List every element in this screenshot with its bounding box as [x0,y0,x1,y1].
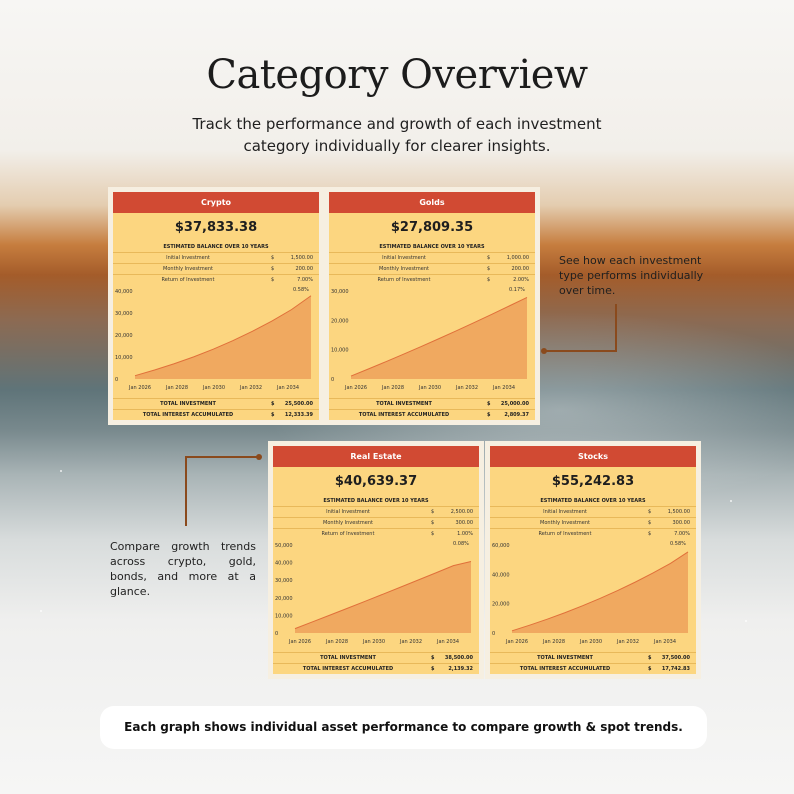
card-header: Golds [329,192,535,213]
y-tick-label: 60,000 [492,543,510,549]
param-value: 1,500.00 [667,509,690,515]
y-tick-label: 0 [115,377,119,383]
total-label: TOTAL INVESTMENT [376,401,432,407]
note-compare-trends: Compare growth trends across crypto, gold, bonds, and more at a glance. [110,540,256,598]
category-card-golds [324,187,540,425]
totals-table [490,652,696,674]
param-label: Return of Investment [161,277,215,283]
y-tick-label: 20,000 [115,333,133,339]
connector-line [545,350,617,352]
rate-annotation: 0.17% [509,287,525,293]
page-subtitle: Track the performance and growth of each investment category individually for clearer insights. [192,115,602,155]
y-tick-label: 10,000 [115,355,133,361]
total-value: 12,333.39 [284,412,313,418]
param-row [273,528,479,539]
param-value: 200.00 [511,266,529,272]
x-tick-label: Jan 2030 [203,385,226,391]
rate-annotation: 0.58% [670,541,686,547]
param-label: Monthly Investment [163,266,213,272]
y-tick-label: 20,000 [275,595,293,602]
currency-symbol: $ [487,412,491,418]
param-value: 1,000.00 [506,255,529,261]
param-row [329,263,535,274]
series-area [512,552,688,633]
footer-banner: Each graph shows individual asset performance to compare growth & spot trends. [100,706,707,749]
currency-symbol: $ [487,401,491,407]
param-row [113,252,319,263]
totals-table [329,398,535,420]
x-tick-label: Jan 2026 [289,639,312,645]
total-label: TOTAL INTEREST ACCUMULATED [142,412,234,418]
param-label: Monthly Investment [379,266,429,272]
currency-symbol: $ [271,277,275,283]
x-tick-label: Jan 2032 [240,385,263,391]
connector-dot [541,348,547,354]
x-tick-label: Jan 2034 [277,385,300,391]
param-label: Initial Investment [543,509,587,515]
param-row [329,274,535,285]
param-value: 2.00% [513,277,529,283]
total-row [490,652,696,663]
y-tick-label: 0 [492,631,496,637]
balance-value: $55,242.83 [551,474,635,489]
balance-value: $37,833.38 [174,220,258,235]
total-row [113,409,319,420]
param-value: 1,500.00 [290,255,313,261]
currency-symbol: $ [648,520,652,526]
total-row [113,398,319,409]
total-row [490,663,696,674]
param-row [490,528,696,539]
param-label: Monthly Investment [323,520,373,526]
params-table [273,506,479,539]
balance-caption: ESTIMATED BALANCE OVER 10 YEARS [323,498,429,504]
param-label: Return of Investment [321,531,375,537]
currency-symbol: $ [431,520,435,526]
x-tick-label: Jan 2028 [166,385,189,391]
currency-symbol: $ [431,666,435,672]
growth-chart [329,285,535,395]
x-tick-label: Jan 2026 [129,385,152,391]
note-individual-performance: See how each investment type performs individually over time. [559,254,704,297]
total-row [273,663,479,674]
y-tick-label: 50,000 [275,543,293,549]
balance-caption: ESTIMATED BALANCE OVER 10 YEARS [379,244,485,250]
y-tick-label: 20,000 [331,318,349,325]
total-row [329,398,535,409]
growth-chart [490,539,696,649]
currency-symbol: $ [271,255,275,261]
sparkle [745,620,747,622]
x-tick-label: Jan 2026 [506,639,529,645]
param-label: Initial Investment [382,255,426,261]
total-label: TOTAL INTEREST ACCUMULATED [302,666,394,672]
growth-chart [113,285,319,395]
currency-symbol: $ [431,531,435,537]
currency-symbol: $ [271,266,275,272]
total-value: 2,139.32 [448,666,473,672]
currency-symbol: $ [431,509,435,515]
currency-symbol: $ [487,266,491,272]
param-row [113,274,319,285]
y-tick-label: 10,000 [331,347,349,354]
total-label: TOTAL INTEREST ACCUMULATED [519,666,611,672]
balance-caption: ESTIMATED BALANCE OVER 10 YEARS [163,244,269,250]
params-table [329,252,535,285]
total-value: 38,500.00 [444,655,473,661]
currency-symbol: $ [648,531,652,537]
total-value: 25,500.00 [284,401,313,407]
y-tick-label: 30,000 [331,289,349,295]
series-area [135,296,311,379]
totals-table [273,652,479,674]
currency-symbol: $ [648,655,652,661]
x-tick-label: Jan 2032 [456,385,479,391]
total-label: TOTAL INVESTMENT [537,655,593,661]
param-row [329,252,535,263]
page-title: Category Overview [206,52,588,98]
sparkle [40,610,42,612]
currency-symbol: $ [271,412,275,418]
x-tick-label: Jan 2034 [437,639,460,645]
y-tick-label: 10,000 [275,613,293,620]
connector-line [185,456,257,458]
param-value: 300.00 [455,520,473,526]
currency-symbol: $ [487,255,491,261]
connector-line [615,304,617,352]
connector-dot [256,454,262,460]
param-row [490,506,696,517]
rate-annotation: 0.08% [453,541,469,547]
y-tick-label: 40,000 [492,572,510,579]
balance-value: $27,809.35 [390,220,474,235]
param-label: Return of Investment [538,531,592,537]
total-row [273,652,479,663]
total-label: TOTAL INVESTMENT [320,655,376,661]
x-tick-label: Jan 2030 [580,639,603,645]
x-tick-label: Jan 2032 [400,639,423,645]
param-row [273,506,479,517]
currency-symbol: $ [648,666,652,672]
balance-caption: ESTIMATED BALANCE OVER 10 YEARS [540,498,646,504]
currency-symbol: $ [648,509,652,515]
params-table [490,506,696,539]
total-value: 17,742.83 [661,666,690,672]
total-label: TOTAL INTEREST ACCUMULATED [358,412,450,418]
x-tick-label: Jan 2032 [617,639,640,645]
param-value: 300.00 [672,520,690,526]
params-table [113,252,319,285]
param-row [273,517,479,528]
card-header: Crypto [113,192,319,213]
x-tick-label: Jan 2026 [345,385,368,391]
sparkle [60,470,62,472]
param-value: 7.00% [297,277,313,283]
category-card-real-estate [268,441,484,679]
series-area [295,562,471,634]
currency-symbol: $ [487,277,491,283]
category-card-crypto [108,187,324,425]
y-tick-label: 40,000 [275,560,293,567]
param-value: 2,500.00 [450,509,473,515]
connector-line [185,456,187,526]
param-value: 200.00 [295,266,313,272]
currency-symbol: $ [431,655,435,661]
param-row [113,263,319,274]
y-tick-label: 20,000 [492,601,510,608]
param-label: Monthly Investment [540,520,590,526]
sparkle [730,500,732,502]
card-header: Real Estate [273,446,479,467]
growth-chart [273,539,479,649]
y-tick-label: 0 [331,377,335,383]
x-tick-label: Jan 2034 [493,385,516,391]
total-value: 2,809.37 [504,412,529,418]
category-card-stocks [485,441,701,679]
x-tick-label: Jan 2028 [543,639,566,645]
card-header: Stocks [490,446,696,467]
x-tick-label: Jan 2030 [419,385,442,391]
y-tick-label: 0 [275,631,279,637]
param-row [490,517,696,528]
y-tick-label: 30,000 [275,578,293,585]
total-value: 25,000.00 [500,401,529,407]
total-row [329,409,535,420]
param-label: Return of Investment [377,277,431,283]
param-label: Initial Investment [326,509,370,515]
x-tick-label: Jan 2028 [382,385,405,391]
balance-value: $40,639.37 [334,474,418,489]
x-tick-label: Jan 2030 [363,639,386,645]
total-value: 37,500.00 [661,655,690,661]
x-tick-label: Jan 2034 [654,639,677,645]
y-tick-label: 40,000 [115,289,133,295]
param-label: Initial Investment [166,255,210,261]
x-tick-label: Jan 2028 [326,639,349,645]
param-value: 1.00% [457,531,473,537]
param-value: 7.00% [674,531,690,537]
total-label: TOTAL INVESTMENT [160,401,216,407]
currency-symbol: $ [271,401,275,407]
rate-annotation: 0.58% [293,287,309,293]
y-tick-label: 30,000 [115,311,133,317]
totals-table [113,398,319,420]
